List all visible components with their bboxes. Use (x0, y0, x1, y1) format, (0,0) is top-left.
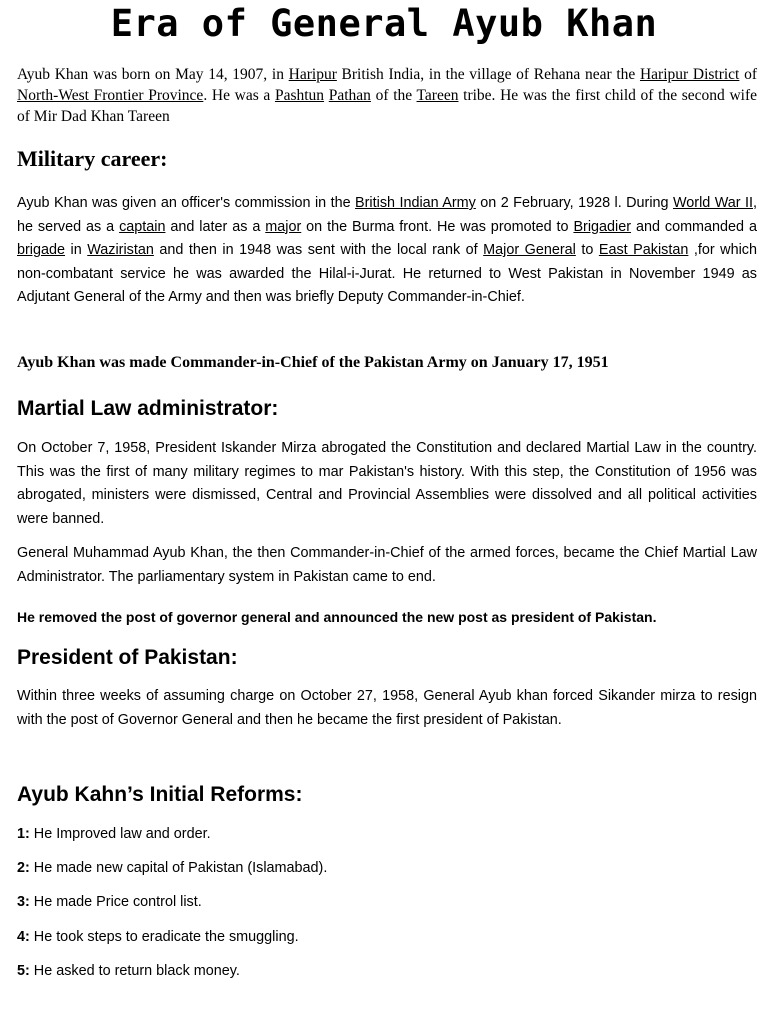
text-link[interactable]: North-West Frontier Province (17, 87, 204, 104)
reform-text: He made new capital of Pakistan (Islamabad). (29, 860, 328, 876)
text-link[interactable]: captain (119, 218, 166, 235)
reform-item (17, 929, 299, 945)
text-link[interactable]: British Indian Army (355, 195, 476, 211)
reform-number: 1: (17, 826, 30, 842)
text-link[interactable]: Major General (483, 242, 576, 259)
reform-number: 4: (17, 929, 30, 945)
military-career-paragraph: Ayub Khan was given an officer's commission in the British Indian Army on 2 February, 1928 l. During World War II, he served as a captain and later as a major on the Burma front. He was promoted to Brigadier and commanded a brigade in Waziristan and then in 1948 was sent with the local rank of Major General to East Pakistan ,for which non-combatant service he was awarded the Hilal-i-Jurat. He returned to West Pakistan in November 1949 as Adjutant General of the Army and then was briefly Deputy Commander-in-Chief. (17, 195, 757, 306)
intro-paragraph: Ayub Khan was born on May 14, 1907, in Haripur British India, in the village of Rehana near the Haripur District of North-West Frontier Province. He was a Pashtun Pathan of the Tareen tribe. He was the first child of the second wife of Mir Dad Khan Tareen (17, 66, 758, 125)
reform-text: He took steps to eradicate the smuggling. (29, 929, 299, 945)
president-paragraph: Within three weeks of assuming charge on October 27, 1958, General Ayub khan forced Sikander mirza to resign with the post of Governor General and then he became the first president of Pakistan. (17, 688, 757, 728)
reform-text: He asked to return black money. (29, 963, 240, 979)
president-heading: President of Pakistan: (17, 646, 238, 669)
reform-text: He Improved law and order. (29, 826, 211, 842)
text-link[interactable]: Haripur District (639, 66, 740, 83)
text-link[interactable]: Haripur (288, 66, 337, 83)
martial-law-heading: Martial Law administrator: (17, 397, 279, 420)
martial-law-paragraph-2: General Muhammad Ayub Khan, the then Commander-in-Chief of the armed forces, became the Chief Martial Law Administrator. The parliamentary system in Pakistan came to end. (17, 545, 757, 585)
reform-item (17, 826, 211, 842)
text-link[interactable]: Waziristan (87, 242, 154, 259)
martial-law-paragraph-1: On October 7, 1958, President Iskander Mirza abrogated the Constitution and declared Martial Law in the country. This was the first of many military regimes to mar Pakistan's history. With this step, the Constitution of 1956 was abrogated, ministers were dismissed, Central and Provincial Assemblies were dissolved and all political activities were banned. (17, 440, 757, 527)
reform-item (17, 894, 202, 910)
text-link[interactable]: Brigadier (573, 218, 632, 235)
reform-number: 3: (17, 894, 30, 910)
text-link[interactable]: Pashtun (274, 87, 325, 104)
page-title: Era of General Ayub Khan (110, 2, 658, 45)
reform-item (17, 860, 327, 876)
reform-text: He made Price control list. (29, 894, 202, 910)
military-career-heading: Military career: (17, 146, 168, 171)
text-link[interactable]: World War II (672, 195, 753, 211)
text-link[interactable]: brigade (17, 242, 66, 259)
reform-number: 5: (17, 963, 30, 979)
governor-general-line: He removed the post of governor general and announced the new post as president of Pakistan. (17, 609, 657, 625)
commander-in-chief-line: Ayub Khan was made Commander-in-Chief of the Pakistan Army on January 17, 1951 (17, 354, 609, 371)
reforms-heading: Ayub Kahn’s Initial Reforms: (17, 783, 303, 806)
text-link[interactable]: East Pakistan (598, 242, 689, 259)
reform-item (17, 963, 240, 979)
text-link[interactable]: major (265, 218, 302, 235)
reform-number: 2: (17, 860, 30, 876)
text-link[interactable]: Pathan (328, 87, 371, 104)
text-link[interactable]: Tareen (416, 87, 459, 104)
